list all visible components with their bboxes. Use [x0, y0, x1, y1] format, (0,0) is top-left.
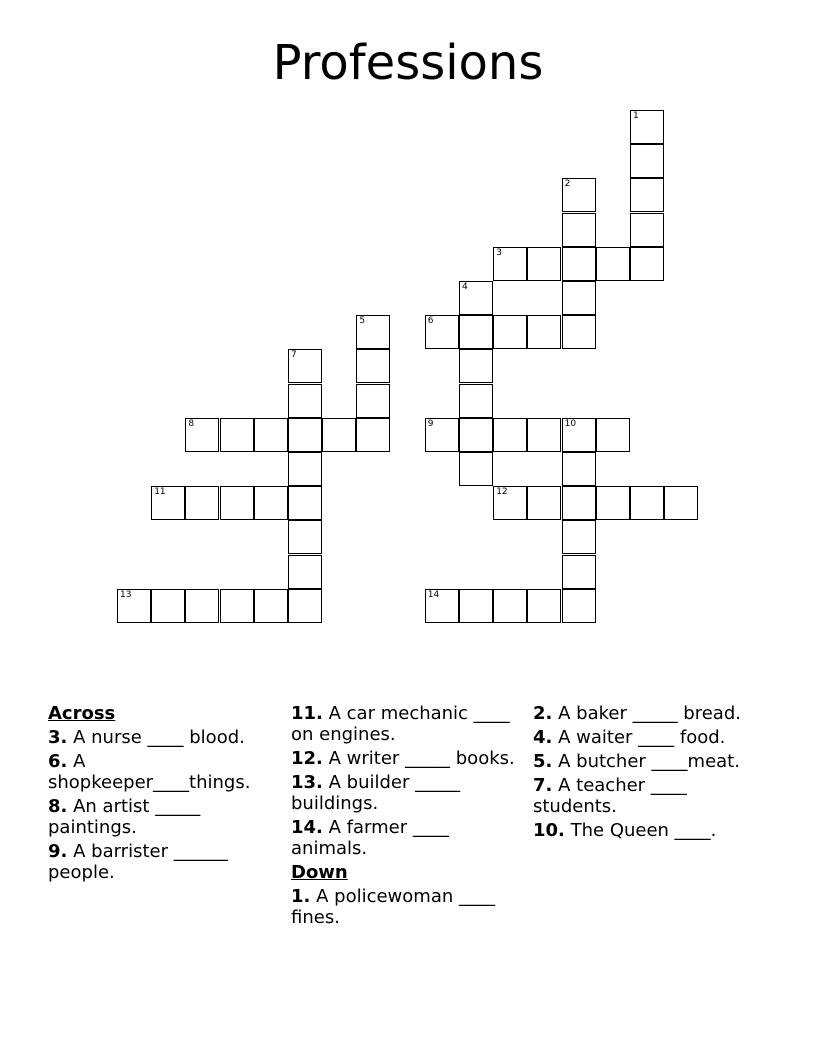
- grid-cell[interactable]: [630, 110, 664, 144]
- cell-number: 5: [359, 316, 366, 327]
- clue-down-1: 1. A policewoman ____ fines.: [291, 886, 495, 928]
- cell-number: 12: [496, 487, 508, 498]
- clue-across-13: 13. A builder _____ buildings.: [291, 772, 461, 814]
- clue-across-3: 3. A nurse ____ blood.: [48, 727, 245, 748]
- grid-cell[interactable]: [527, 486, 561, 520]
- grid-cell[interactable]: [562, 247, 596, 281]
- grid-cell[interactable]: [562, 486, 596, 520]
- grid-cell[interactable]: [596, 247, 630, 281]
- across-heading: Across: [48, 703, 116, 724]
- grid-cell[interactable]: [527, 315, 561, 349]
- cell-number: 4: [462, 282, 468, 292]
- grid-cell[interactable]: [493, 589, 527, 623]
- grid-cell[interactable]: [254, 418, 288, 452]
- grid-cell[interactable]: [562, 452, 596, 486]
- grid-cell[interactable]: [288, 589, 322, 623]
- cell-number: 14: [427, 589, 440, 600]
- clue-across-11: 11. A car mechanic ____ on engines.: [291, 703, 510, 745]
- grid-cell[interactable]: [527, 418, 561, 452]
- cell-number: 2: [564, 179, 571, 190]
- grid-cell[interactable]: [356, 315, 390, 349]
- grid-cell[interactable]: [459, 589, 493, 623]
- grid-cell[interactable]: [630, 178, 664, 212]
- clue-across-12: 12. A writer _____ books.: [291, 748, 515, 769]
- grid-cell[interactable]: [562, 213, 596, 247]
- grid-cell[interactable]: [459, 281, 493, 315]
- clue-down-4: 4. A waiter ____ food.: [533, 727, 726, 748]
- grid-cell[interactable]: [356, 418, 390, 452]
- cell-number: 11: [154, 487, 166, 498]
- grid-cell[interactable]: [425, 589, 459, 623]
- grid-cell[interactable]: [493, 315, 527, 349]
- grid-cell[interactable]: [288, 520, 322, 554]
- grid-cell[interactable]: [562, 178, 596, 212]
- grid-cell[interactable]: [185, 418, 219, 452]
- clue-column-3: [533, 703, 763, 844]
- clue-across-6: 6. A shopkeeper____things.: [48, 751, 251, 793]
- cell-number: 13: [120, 589, 132, 600]
- grid-cell[interactable]: [630, 144, 664, 178]
- grid-cell[interactable]: [356, 384, 390, 418]
- grid-cell[interactable]: [288, 555, 322, 589]
- grid-cell[interactable]: [185, 486, 219, 520]
- grid-cell[interactable]: [493, 486, 527, 520]
- grid-cell[interactable]: [527, 589, 561, 623]
- grid-cell[interactable]: [220, 418, 254, 452]
- grid-cell[interactable]: [322, 418, 356, 452]
- grid-cell[interactable]: [562, 589, 596, 623]
- cell-number: 1: [633, 111, 639, 121]
- grid-cell[interactable]: [562, 418, 596, 452]
- clue-down-5: 5. A butcher ____meat.: [533, 751, 740, 772]
- grid-cell[interactable]: [151, 486, 185, 520]
- grid-cell[interactable]: [459, 418, 493, 452]
- down-heading: Down: [291, 862, 348, 883]
- clue-down-2: 2. A baker _____ bread.: [533, 703, 741, 724]
- grid-cell[interactable]: [493, 418, 527, 452]
- grid-cell[interactable]: [425, 315, 459, 349]
- grid-cell[interactable]: [630, 247, 664, 281]
- grid-cell[interactable]: [425, 418, 459, 452]
- grid-cell[interactable]: [630, 213, 664, 247]
- grid-cell[interactable]: [254, 486, 288, 520]
- grid-cell[interactable]: [459, 315, 493, 349]
- grid-cell[interactable]: [562, 281, 596, 315]
- grid-cell[interactable]: [185, 589, 219, 623]
- grid-cell[interactable]: [630, 486, 664, 520]
- grid-cell[interactable]: [459, 452, 493, 486]
- grid-cell[interactable]: [356, 349, 390, 383]
- grid-cell[interactable]: [151, 589, 185, 623]
- grid-cell[interactable]: [288, 418, 322, 452]
- cell-number: 9: [427, 418, 434, 429]
- grid-cell[interactable]: [664, 486, 698, 520]
- clue-down-7: 7. A teacher ____ students.: [533, 775, 687, 817]
- cell-number: 10: [564, 418, 577, 429]
- cell-number: 7: [291, 350, 297, 361]
- cell-number: 3: [496, 247, 502, 258]
- clue-across-14: 14. A farmer ____ animals.: [291, 817, 449, 859]
- grid-cell[interactable]: [596, 486, 630, 520]
- cell-number: 6: [427, 316, 434, 327]
- grid-cell[interactable]: [459, 384, 493, 418]
- page-title: Professions: [272, 35, 544, 91]
- grid-cell[interactable]: [117, 589, 151, 623]
- grid-cell[interactable]: [459, 349, 493, 383]
- grid-cell[interactable]: [288, 452, 322, 486]
- grid-cell[interactable]: [562, 520, 596, 554]
- grid-cell[interactable]: [562, 555, 596, 589]
- clue-column-1: [48, 703, 278, 886]
- clue-across-9: 9. A barrister ______ people.: [48, 841, 228, 883]
- clue-across-8: 8. An artist _____ paintings.: [48, 796, 201, 838]
- grid-cell[interactable]: [220, 589, 254, 623]
- grid-cell[interactable]: [288, 486, 322, 520]
- grid-cell[interactable]: [527, 247, 561, 281]
- grid-cell[interactable]: [288, 349, 322, 383]
- grid-cell[interactable]: [493, 247, 527, 281]
- grid-cell[interactable]: [562, 315, 596, 349]
- grid-cell[interactable]: [254, 589, 288, 623]
- clue-column-2: [291, 703, 521, 931]
- grid-cell[interactable]: [220, 486, 254, 520]
- cell-number: 8: [188, 418, 195, 429]
- grid-cell[interactable]: [288, 384, 322, 418]
- clue-down-10: 10. The Queen ____.: [533, 820, 717, 841]
- grid-cell[interactable]: [596, 418, 630, 452]
